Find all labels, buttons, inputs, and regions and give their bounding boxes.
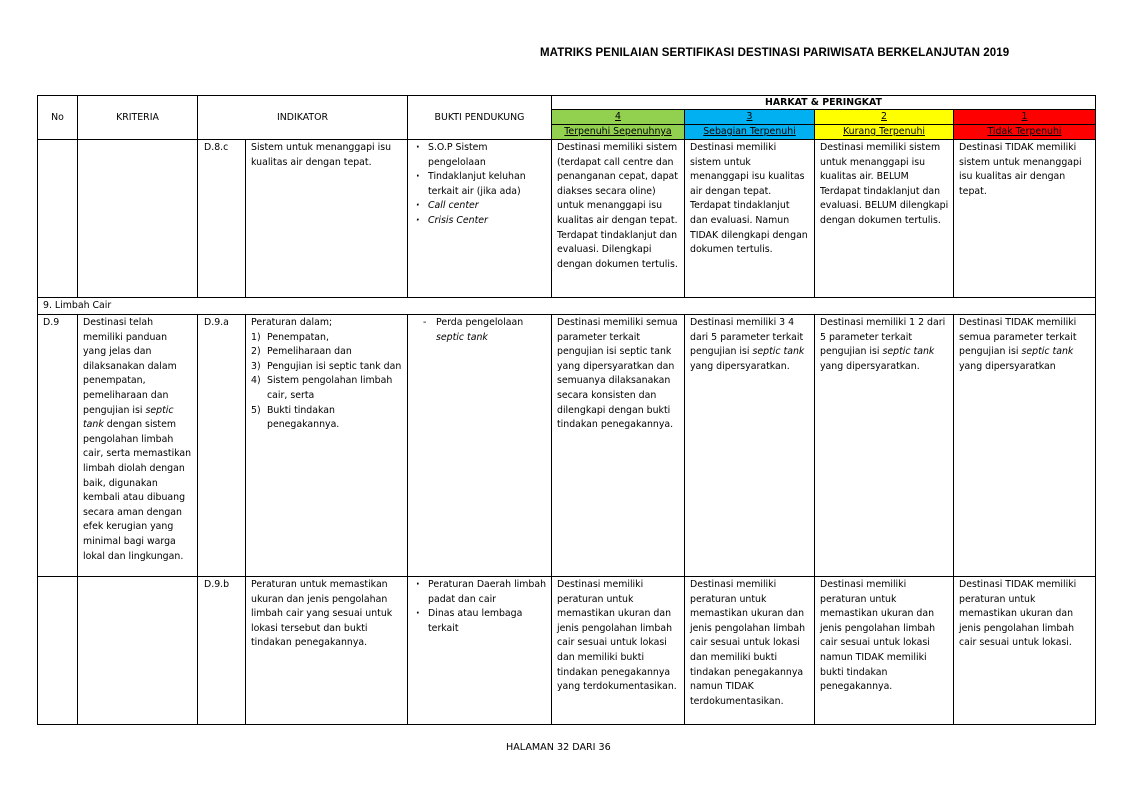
level-1-score: 1	[954, 110, 1096, 125]
list-item: 5) Bukti tindakan penegakannya.	[251, 404, 340, 431]
header-no: No	[38, 96, 78, 140]
level-4-score: 4	[552, 110, 685, 125]
page-footer: HALAMAN 32 DARI 36	[506, 742, 611, 753]
cell-bukti	[408, 140, 552, 298]
cell-no	[38, 577, 78, 725]
level-2-score: 2	[815, 110, 954, 125]
list-item: · Call center	[413, 199, 547, 214]
cell-kriteria	[78, 140, 198, 298]
list-item: · Tindaklanjut keluhan terkait air (jika ada)	[413, 170, 547, 199]
cell-rating-3: Destinasi memiliki sistem untuk menanggapi isu kualitas air dengan tepat. Terdapat tindaklanjut dan evaluasi. Namun TIDAK dilengkapi dengan dokumen tertulis.	[685, 140, 815, 298]
cell-rating-1: Destinasi TIDAK memiliki sistem untuk menanggapi isu kualitas air dengan tepat.	[954, 140, 1096, 298]
table-row-d9b	[38, 577, 1096, 725]
kriteria-text: Destinasi telah memiliki panduan yang jelas dan dilaksanakan dalam penempatan, pemeliharaan dan pengujian isi	[83, 317, 177, 416]
cell-rating-3: Destinasi memiliki 3 4 dari 5 parameter terkait pengujian isi septic tank yang dipersyaratkan.	[685, 315, 815, 577]
assessment-matrix-table	[37, 95, 1096, 725]
table-row-d9a	[38, 315, 1096, 577]
cell-bukti	[408, 315, 552, 577]
cell-indikator: Peraturan untuk memastikan ukuran dan jenis pengolahan limbah cair yang sesuai untuk lokasi tersebut dan bukti tindakan penegakannya.	[246, 577, 408, 725]
section-title: 9. Limbah Cair	[38, 298, 1096, 315]
cell-rating-4: Destinasi memiliki semua parameter terkait pengujian isi septic tank yang dipersyaratkan dan semuanya dilaksanakan secara konsisten dan dilengkapi dengan bukti tindakan penegakannya.	[552, 315, 685, 577]
document-title: MATRIKS PENILAIAN SERTIFIKASI DESTINASI PARIWISATA BERKELANJUTAN 2019	[540, 47, 1010, 59]
level-3-score: 3	[685, 110, 815, 125]
list-item: 3) Pengujian isi septic tank dan	[251, 360, 402, 372]
level-4-label: Terpenuhi Sepenuhnya	[552, 125, 685, 140]
list-item: - Perda pengelolaan septic tank	[421, 316, 547, 345]
level-3-label: Sebagian Terpenuhi	[685, 125, 815, 140]
header-kriteria: KRITERIA	[78, 96, 198, 140]
cell-kriteria	[78, 315, 198, 577]
cell-bukti	[408, 577, 552, 725]
cell-code: D.9.a	[198, 315, 246, 577]
cell-rating-3: Destinasi memiliki peraturan untuk memastikan ukuran dan jenis pengolahan limbah cair sesuai untuk lokasi dan memiliki bukti tindakan penegakannya namun TIDAK terdokumentasikan.	[685, 577, 815, 725]
list-item: 2) Pemeliharaan dan	[251, 346, 352, 358]
cell-kriteria	[78, 577, 198, 725]
cell-code: D.8.c	[198, 140, 246, 298]
list-item: 4) Sistem pengolahan limbah cair, serta	[251, 375, 393, 401]
level-1-label: Tidak Terpenuhi	[954, 125, 1096, 140]
section-row	[38, 298, 1096, 315]
cell-rating-1: Destinasi TIDAK memiliki peraturan untuk memastikan ukuran dan jenis pengolahan limbah cair sesuai untuk lokasi.	[954, 577, 1096, 725]
cell-code: D.9.b	[198, 577, 246, 725]
list-item: · Dinas atau lembaga terkait	[413, 607, 547, 636]
list-item: 1) Penempatan,	[251, 331, 329, 343]
cell-rating-2: Destinasi memiliki 1 2 dari 5 parameter terkait pengujian isi septic tank yang dipersyaratkan.	[815, 315, 954, 577]
cell-rating-2: Destinasi memiliki peraturan untuk memastikan ukuran dan jenis pengolahan limbah cair sesuai untuk lokasi namun TIDAK memiliki bukti tindakan penegakannya.	[815, 577, 954, 725]
cell-indikator	[246, 315, 408, 577]
cell-no: D.9	[38, 315, 78, 577]
level-2-label: Kurang Terpenuhi	[815, 125, 954, 140]
cell-rating-1: Destinasi TIDAK memiliki semua parameter terkait pengujian isi septic tank yang dipersyaratkan	[954, 315, 1096, 577]
cell-indikator: Sistem untuk menanggapi isu kualitas air dengan tepat.	[246, 140, 408, 298]
list-item: · Crisis Center	[413, 214, 547, 229]
indikator-intro: Peraturan dalam;	[251, 317, 333, 328]
cell-rating-4: Destinasi memiliki sistem (terdapat call centre dan penanganan cepat, dapat diakses secara oline) untuk menanggapi isu kualitas air dengan tepat. Terdapat tindaklanjut dan evaluasi. Dilengkapi dengan dokumen tertulis.	[552, 140, 685, 298]
list-item: · Peraturan Daerah limbah padat dan cair	[413, 578, 547, 607]
cell-rating-2: Destinasi memiliki sistem untuk menanggapi isu kualitas air. BELUM Terdapat tindaklanjut dan evaluasi. BELUM dilengkapi dengan dokumen tertulis.	[815, 140, 954, 298]
kriteria-italic: septic tank	[83, 404, 174, 431]
header-harkat-peringkat: HARKAT & PERINGKAT	[552, 96, 1096, 110]
header-indikator: INDIKATOR	[198, 96, 408, 140]
cell-no	[38, 140, 78, 298]
kriteria-text: dengan sistem pengolahan limbah cair, serta memastikan limbah diolah dengan baik, digunakan kembali atau dibuang secara aman dengan efek kerugian yang minimal bagi warga lokal dan lingkungan.	[83, 419, 192, 562]
cell-rating-4: Destinasi memiliki peraturan untuk memastikan ukuran dan jenis pengolahan limbah cair sesuai untuk lokasi dan memiliki bukti tindakan penegakannya yang terdokumentasikan.	[552, 577, 685, 725]
header-bukti-pendukung: BUKTI PENDUKUNG	[408, 96, 552, 140]
list-item: · S.O.P Sistem pengelolaan	[413, 141, 547, 170]
table-row-d8c	[38, 140, 1096, 298]
